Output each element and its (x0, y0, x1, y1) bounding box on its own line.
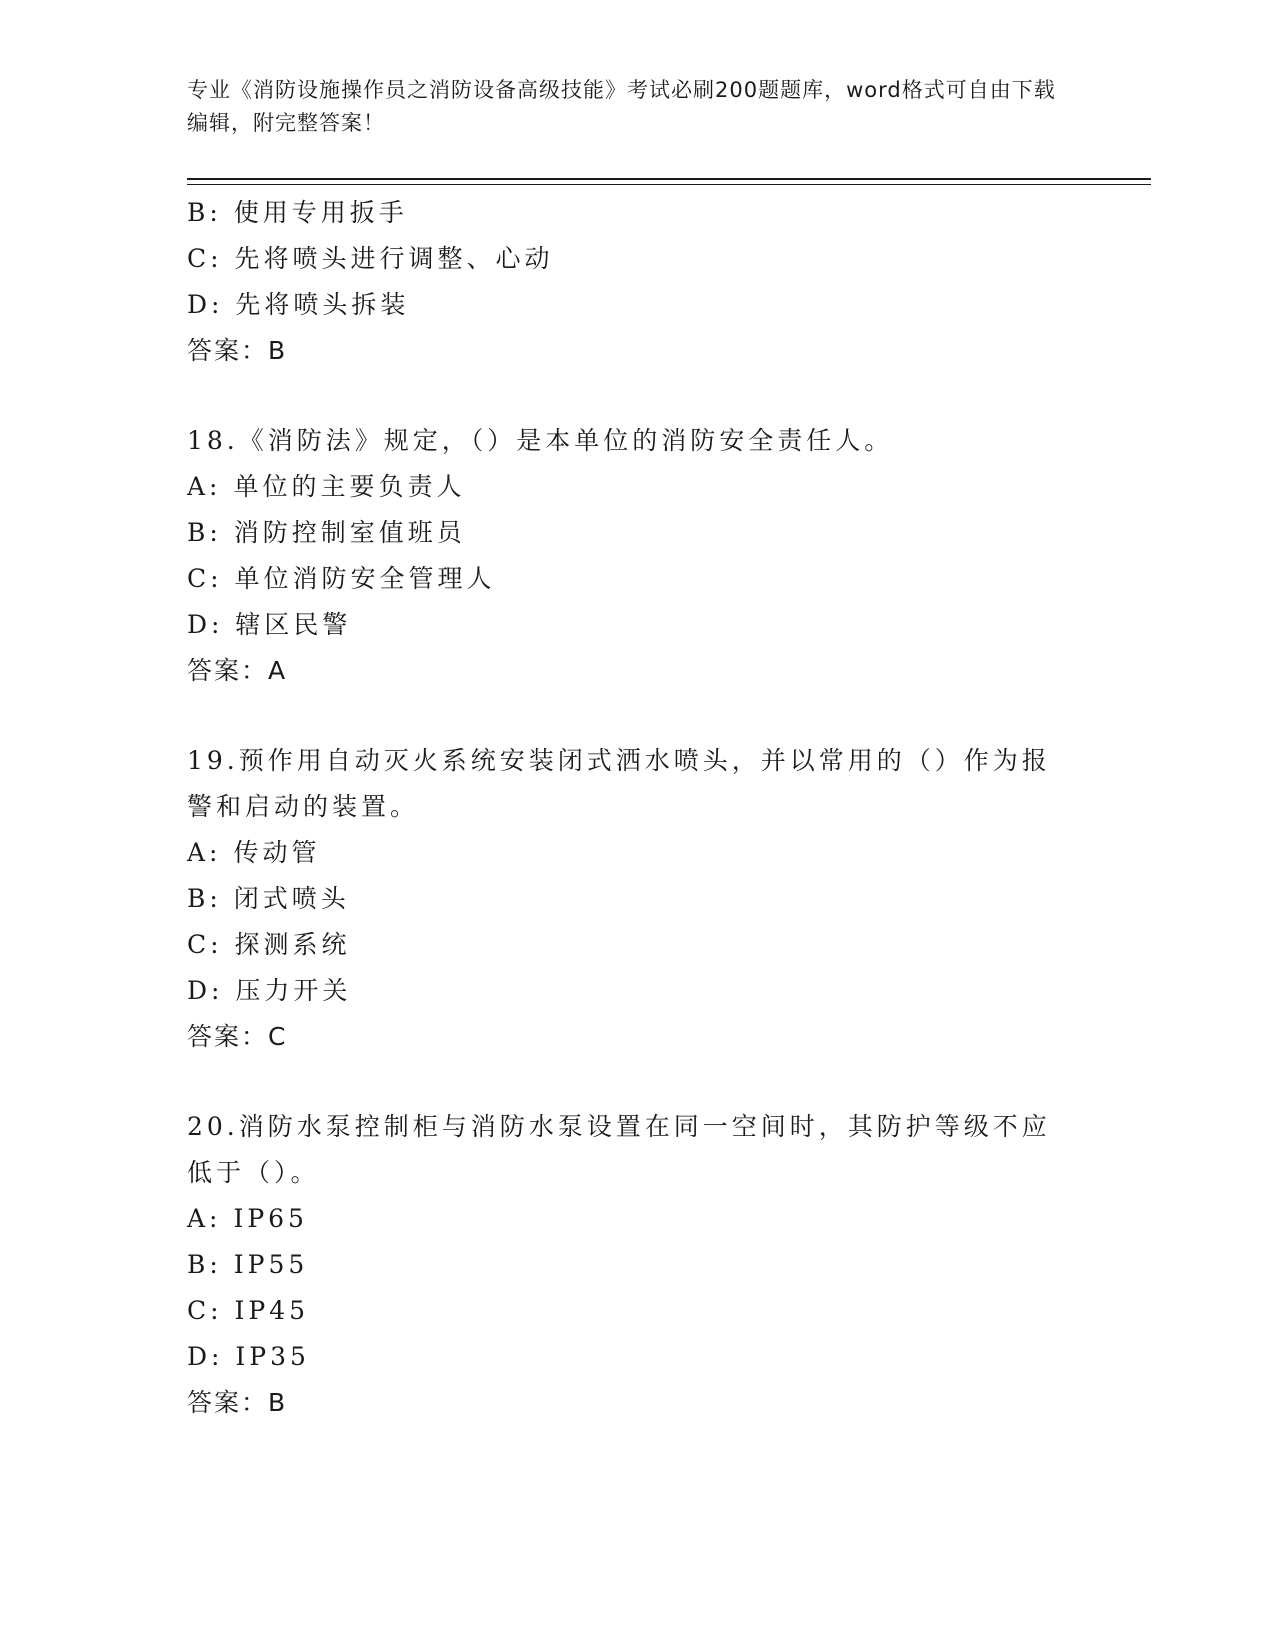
option-d: D: 压力开关 (187, 976, 352, 1005)
answer-line: 答案：A (187, 656, 288, 685)
document-header: 专业《消防设施操作员之消防设备高级技能》考试必刷200题题库，word格式可自由下载编辑，附完整答案！ (187, 78, 1056, 135)
option-b: B: 使用专用扳手 (187, 198, 408, 227)
option-c: C: IP45 (187, 1296, 310, 1325)
question-19 (187, 738, 1087, 1060)
option-c: C: 探测系统 (187, 930, 351, 959)
question-text: 20.消防水泵控制柜与消防水泵设置在同一空间时，其防护等级不应低于（）。 (187, 1112, 1051, 1187)
question-20 (187, 1104, 1087, 1426)
option-d: D: 辖区民警 (187, 610, 352, 639)
document-body (187, 190, 1087, 1426)
question-text: 19.预作用自动灭火系统安装闭式洒水喷头，并以常用的（）作为报警和启动的装置。 (187, 746, 1051, 821)
answer-line: 答案：C (187, 1022, 288, 1051)
option-b: B: 消防控制室值班员 (187, 518, 466, 547)
question-text: 18.《消防法》规定，（）是本单位的消防安全责任人。 (187, 426, 894, 455)
option-a: A: 单位的主要负责人 (187, 472, 466, 501)
answer-line: 答案：B (187, 1388, 288, 1417)
option-b: B: 闭式喷头 (187, 884, 350, 913)
option-a: A: IP65 (187, 1204, 308, 1233)
header-divider-thick (187, 178, 1151, 180)
option-a: A: 传动管 (187, 838, 321, 867)
option-d: D: IP35 (187, 1342, 310, 1371)
carryover-question (187, 190, 1087, 374)
option-d: D: 先将喷头拆装 (187, 290, 410, 319)
answer-line: 答案：B (187, 336, 288, 365)
option-c: C: 先将喷头进行调整、心动 (187, 244, 554, 273)
option-c: C: 单位消防安全管理人 (187, 564, 496, 593)
header-divider-thin (187, 184, 1151, 185)
question-18 (187, 418, 1087, 694)
option-b: B: IP55 (187, 1250, 309, 1279)
